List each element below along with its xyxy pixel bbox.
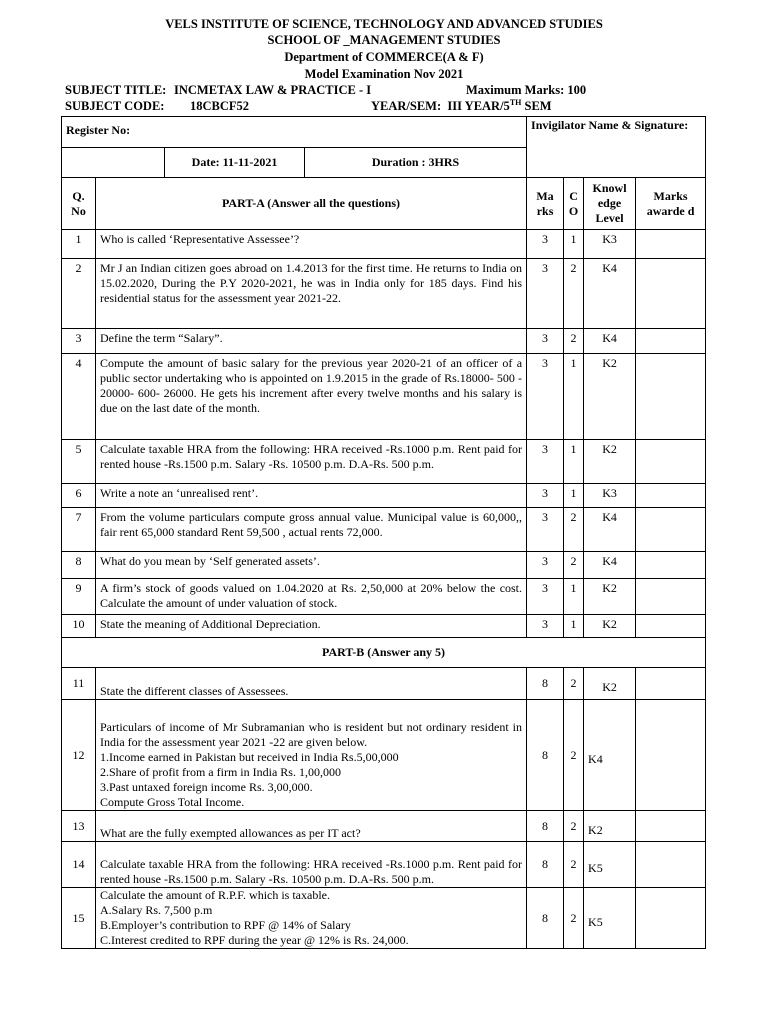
part-b-row xyxy=(62,668,706,700)
subject-title-label: SUBJECT TITLE: xyxy=(65,83,167,97)
question-line: A.Salary Rs. 7,500 p.m xyxy=(100,903,213,917)
column-header-row xyxy=(62,178,706,230)
question-co: 2 xyxy=(564,888,584,949)
department-name: Department of COMMERCE(A & F) xyxy=(284,50,484,64)
question-marks: 3 xyxy=(527,579,564,615)
question-co: 1 xyxy=(564,484,584,508)
marks-awarded-cell xyxy=(636,484,706,508)
question-text: From the volume particulars compute gross annual value. Municipal value is 60,000,, fair rent 65,000 standard Rent 59,500 , actual rents 72,000. xyxy=(96,508,527,552)
question-knowledge-level: K3 xyxy=(584,484,636,508)
question-marks: 3 xyxy=(527,354,564,440)
marks-awarded-cell xyxy=(636,615,706,638)
question-knowledge-level: K3 xyxy=(584,230,636,259)
part-a-row xyxy=(62,259,706,329)
part-a-title: PART-A (Answer all the questions) xyxy=(96,178,527,230)
question-number: 3 xyxy=(62,329,96,354)
question-line: C.Interest credited to RPF during the year @ 12% is Rs. 24,000. xyxy=(100,933,409,947)
question-knowledge-level: K5 xyxy=(584,842,636,888)
question-knowledge-level: K2 xyxy=(584,579,636,615)
year-sem xyxy=(371,98,552,114)
question-marks: 3 xyxy=(527,230,564,259)
question-number: 8 xyxy=(62,552,96,579)
question-line: 1.Income earned in Pakistan but received in India Rs.5,00,000 xyxy=(100,750,399,764)
part-a-row xyxy=(62,354,706,440)
question-knowledge-level: K4 xyxy=(584,329,636,354)
marks-awarded-cell xyxy=(636,230,706,259)
question-marks: 8 xyxy=(527,700,564,811)
question-co: 2 xyxy=(564,259,584,329)
question-number: 14 xyxy=(62,842,96,888)
question-marks: 8 xyxy=(527,888,564,949)
question-text: Write a note an ‘unrealised rent’. xyxy=(96,484,527,508)
question-line: What are the fully exempted allowances as per IT act? xyxy=(100,826,361,840)
question-text xyxy=(96,700,527,811)
marks-awarded-cell xyxy=(636,842,706,888)
question-text: Define the term “Salary”. xyxy=(96,329,527,354)
question-text: State the meaning of Additional Depreciation. xyxy=(96,615,527,638)
question-line: 3.Past untaxed foreign income Rs. 3,00,000. xyxy=(100,780,313,794)
col-marks-awarded: Marks awarde d xyxy=(636,178,706,230)
part-b-row xyxy=(62,700,706,811)
question-knowledge-level: K5 xyxy=(584,888,636,949)
question-knowledge-level: K4 xyxy=(584,700,636,811)
question-knowledge-level: K4 xyxy=(584,552,636,579)
question-marks: 3 xyxy=(527,615,564,638)
question-number: 7 xyxy=(62,508,96,552)
question-co: 1 xyxy=(564,440,584,484)
question-co: 2 xyxy=(564,552,584,579)
question-number: 10 xyxy=(62,615,96,638)
part-a-row xyxy=(62,552,706,579)
question-co: 2 xyxy=(564,700,584,811)
question-text xyxy=(96,842,527,888)
marks-awarded-cell xyxy=(636,668,706,700)
year-sem-sup: TH xyxy=(509,97,522,107)
question-number: 15 xyxy=(62,888,96,949)
question-line: 2.Share of profit from a firm in India Rs. 1,00,000 xyxy=(100,765,341,779)
invigilator-label: Invigilator Name & Signature: xyxy=(527,117,706,178)
question-number: 11 xyxy=(62,668,96,700)
question-text xyxy=(96,888,527,949)
marks-awarded-cell xyxy=(636,811,706,842)
question-paper-table xyxy=(61,116,706,949)
question-line: Calculate the amount of R.P.F. which is taxable. xyxy=(100,888,330,902)
question-marks: 3 xyxy=(527,508,564,552)
part-b-questions xyxy=(62,668,706,949)
marks-awarded-cell xyxy=(636,579,706,615)
question-line: B.Employer’s contribution to RPF @ 14% of Salary xyxy=(100,918,351,932)
question-number: 12 xyxy=(62,700,96,811)
marks-awarded-cell xyxy=(636,700,706,811)
col-co: C O xyxy=(564,178,584,230)
question-line: State the different classes of Assessees. xyxy=(100,684,289,698)
question-co: 2 xyxy=(564,811,584,842)
part-b-row xyxy=(62,842,706,888)
register-row xyxy=(62,117,706,148)
school-name: SCHOOL OF _MANAGEMENT STUDIES xyxy=(267,33,501,47)
register-no-label: Register No: xyxy=(62,117,527,148)
question-co: 2 xyxy=(564,668,584,700)
marks-awarded-cell xyxy=(636,440,706,484)
marks-awarded-cell xyxy=(636,888,706,949)
part-a-row xyxy=(62,615,706,638)
part-a-row xyxy=(62,329,706,354)
question-line: Calculate taxable HRA from the following: HRA received -Rs.1000 p.m. Rent paid for rented house -Rs.1500 p.m. Salary -Rs. 10500 p.m. D.A-Rs. 500 p.m. xyxy=(100,857,523,886)
subject-code: 18CBCF52 xyxy=(190,99,250,113)
subject-title: INCMETAX LAW & PRACTICE - I xyxy=(174,83,372,97)
question-marks: 3 xyxy=(527,552,564,579)
year-sem-label: YEAR/SEM: xyxy=(371,99,442,113)
question-number: 5 xyxy=(62,440,96,484)
question-knowledge-level: K2 xyxy=(584,615,636,638)
part-a-row xyxy=(62,440,706,484)
question-co: 2 xyxy=(564,329,584,354)
question-number: 9 xyxy=(62,579,96,615)
question-co: 2 xyxy=(564,842,584,888)
exam-title: Model Examination Nov 2021 xyxy=(304,67,464,81)
question-co: 1 xyxy=(564,354,584,440)
part-a-row xyxy=(62,579,706,615)
question-number: 1 xyxy=(62,230,96,259)
question-marks: 3 xyxy=(527,484,564,508)
question-number: 13 xyxy=(62,811,96,842)
question-text: A firm’s stock of goods valued on 1.04.2020 at Rs. 2,50,000 at 20% below the cost. Calculate the amount of under valuation of stock. xyxy=(96,579,527,615)
question-number: 2 xyxy=(62,259,96,329)
exam-duration: Duration : 3HRS xyxy=(305,148,527,178)
date-blank-cell xyxy=(62,148,165,178)
col-qno: Q. No xyxy=(62,178,96,230)
question-text: Compute the amount of basic salary for the previous year 2020-21 of an officer of a public sector undertaking who is appointed on 1.9.2015 in the grade of Rs.18000- 500 - 20000- 600- 26000. He gets his increment after every twelve months and his salary is due on the last date of the month. xyxy=(96,354,527,440)
part-a-row xyxy=(62,508,706,552)
question-marks: 8 xyxy=(527,842,564,888)
part-b-title: PART-B (Answer any 5) xyxy=(62,638,706,668)
question-text xyxy=(96,668,527,700)
part-a-row xyxy=(62,230,706,259)
marks-awarded-cell xyxy=(636,354,706,440)
question-marks: 8 xyxy=(527,668,564,700)
question-line: Particulars of income of Mr Subramanian who is resident but not ordinary resident in India for the assessment year 2021 -22 are given below. xyxy=(100,720,523,749)
question-text: What do you mean by ‘Self generated assets’. xyxy=(96,552,527,579)
institute-name: VELS INSTITUTE OF SCIENCE, TECHNOLOGY AND ADVANCED STUDIES xyxy=(165,17,603,31)
question-line: Compute Gross Total Income. xyxy=(100,795,245,809)
marks-awarded-cell xyxy=(636,552,706,579)
question-co: 1 xyxy=(564,615,584,638)
question-co: 2 xyxy=(564,508,584,552)
part-a-row xyxy=(62,484,706,508)
marks-awarded-cell xyxy=(636,259,706,329)
question-text: Mr J an Indian citizen goes abroad on 1.4.2013 for the first time. He returns to India on 15.02.2020, During the P.Y 2020-2021, he was in India only for 185 days. Find his residential status for the assessment year 2021-22. xyxy=(96,259,527,329)
question-text: Who is called ‘Representative Assessee’? xyxy=(96,230,527,259)
question-marks: 8 xyxy=(527,811,564,842)
subject-code-label: SUBJECT CODE: xyxy=(65,99,165,113)
question-knowledge-level: K4 xyxy=(584,259,636,329)
question-text xyxy=(96,811,527,842)
col-marks: Ma rks xyxy=(527,178,564,230)
part-a-questions xyxy=(62,230,706,638)
question-knowledge-level: K2 xyxy=(584,440,636,484)
question-knowledge-level: K2 xyxy=(584,354,636,440)
question-marks: 3 xyxy=(527,329,564,354)
question-text: Calculate taxable HRA from the following: HRA received -Rs.1000 p.m. Rent paid for rented house -Rs.1500 p.m. Salary -Rs. 10500 p.m. D.A-Rs. 500 p.m. xyxy=(96,440,527,484)
question-knowledge-level: K2 xyxy=(584,668,636,700)
part-b-row xyxy=(62,811,706,842)
col-knowledge-level: Knowl edge Level xyxy=(584,178,636,230)
year-sem-suffix: SEM xyxy=(521,99,552,113)
question-knowledge-level: K4 xyxy=(584,508,636,552)
question-number: 4 xyxy=(62,354,96,440)
part-b-header-row xyxy=(62,638,706,668)
exam-date: Date: 11-11-2021 xyxy=(165,148,305,178)
question-co: 1 xyxy=(564,230,584,259)
question-co: 1 xyxy=(564,579,584,615)
question-number: 6 xyxy=(62,484,96,508)
question-knowledge-level: K2 xyxy=(584,811,636,842)
year-sem-value: III YEAR/5 xyxy=(447,99,510,113)
marks-awarded-cell xyxy=(636,508,706,552)
question-marks: 3 xyxy=(527,440,564,484)
marks-awarded-cell xyxy=(636,329,706,354)
maximum-marks: Maximum Marks: 100 xyxy=(466,83,587,97)
part-b-row xyxy=(62,888,706,949)
question-marks: 3 xyxy=(527,259,564,329)
